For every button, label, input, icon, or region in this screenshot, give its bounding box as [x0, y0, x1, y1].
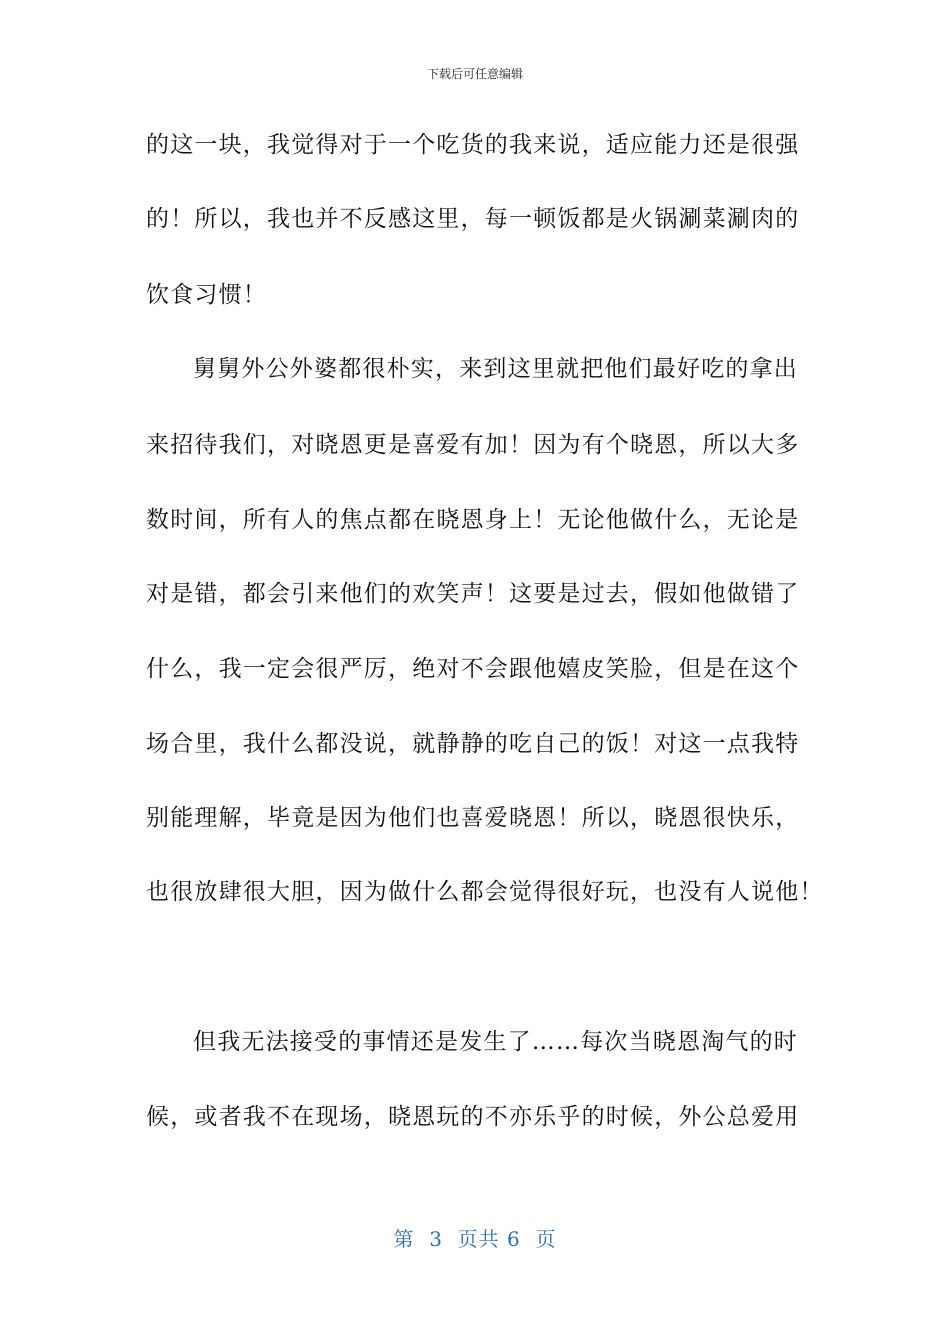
body-line-7: 对是错，都会引来他们的欢笑声！这要是过去，假如他做错了: [146, 581, 800, 607]
body-line-9: 场合里，我什么都没说，就静静的吃自己的饭！对这一点我特: [146, 731, 800, 757]
body-line-13: 候，或者我不在现场，晓恩玩的不亦乐乎的时候，外公总爱用: [146, 1104, 800, 1130]
body-line-12: 但我无法接受的事情还是发生了……每次当晓恩淘气的时: [193, 1029, 798, 1055]
page-footer: 第 3 页共 6 页: [393, 1227, 557, 1251]
body-line-1: 的这一块，我觉得对于一个吃货的我来说，适应能力还是很强: [146, 132, 800, 158]
body-line-10: 别能理解，毕竟是因为他们也喜爱晓恩！所以，晓恩很快乐，: [146, 805, 800, 831]
body-line-11: 也很放肆很大胆，因为做什么都会觉得很好玩，也没有人说他！: [146, 879, 824, 905]
body-line-8: 什么，我一定会很严厉，绝对不会跟他嬉皮笑脸，但是在这个: [146, 656, 800, 682]
body-line-3: 饮食习惯！: [146, 282, 267, 308]
body-line-4: 舅舅外公外婆都很朴实，来到这里就把他们最好吃的拿出: [193, 356, 798, 382]
body-line-6: 数时间，所有人的焦点都在晓恩身上！无论他做什么，无论是: [146, 507, 800, 533]
page-header: 下载后可任意编辑: [426, 67, 523, 81]
body-line-5: 来招待我们，对晓恩更是喜爱有加！因为有个晓恩，所以大多: [146, 432, 800, 458]
body-line-2: 的！所以，我也并不反感这里，每一顿饭都是火锅涮菜涮肉的: [146, 206, 800, 232]
